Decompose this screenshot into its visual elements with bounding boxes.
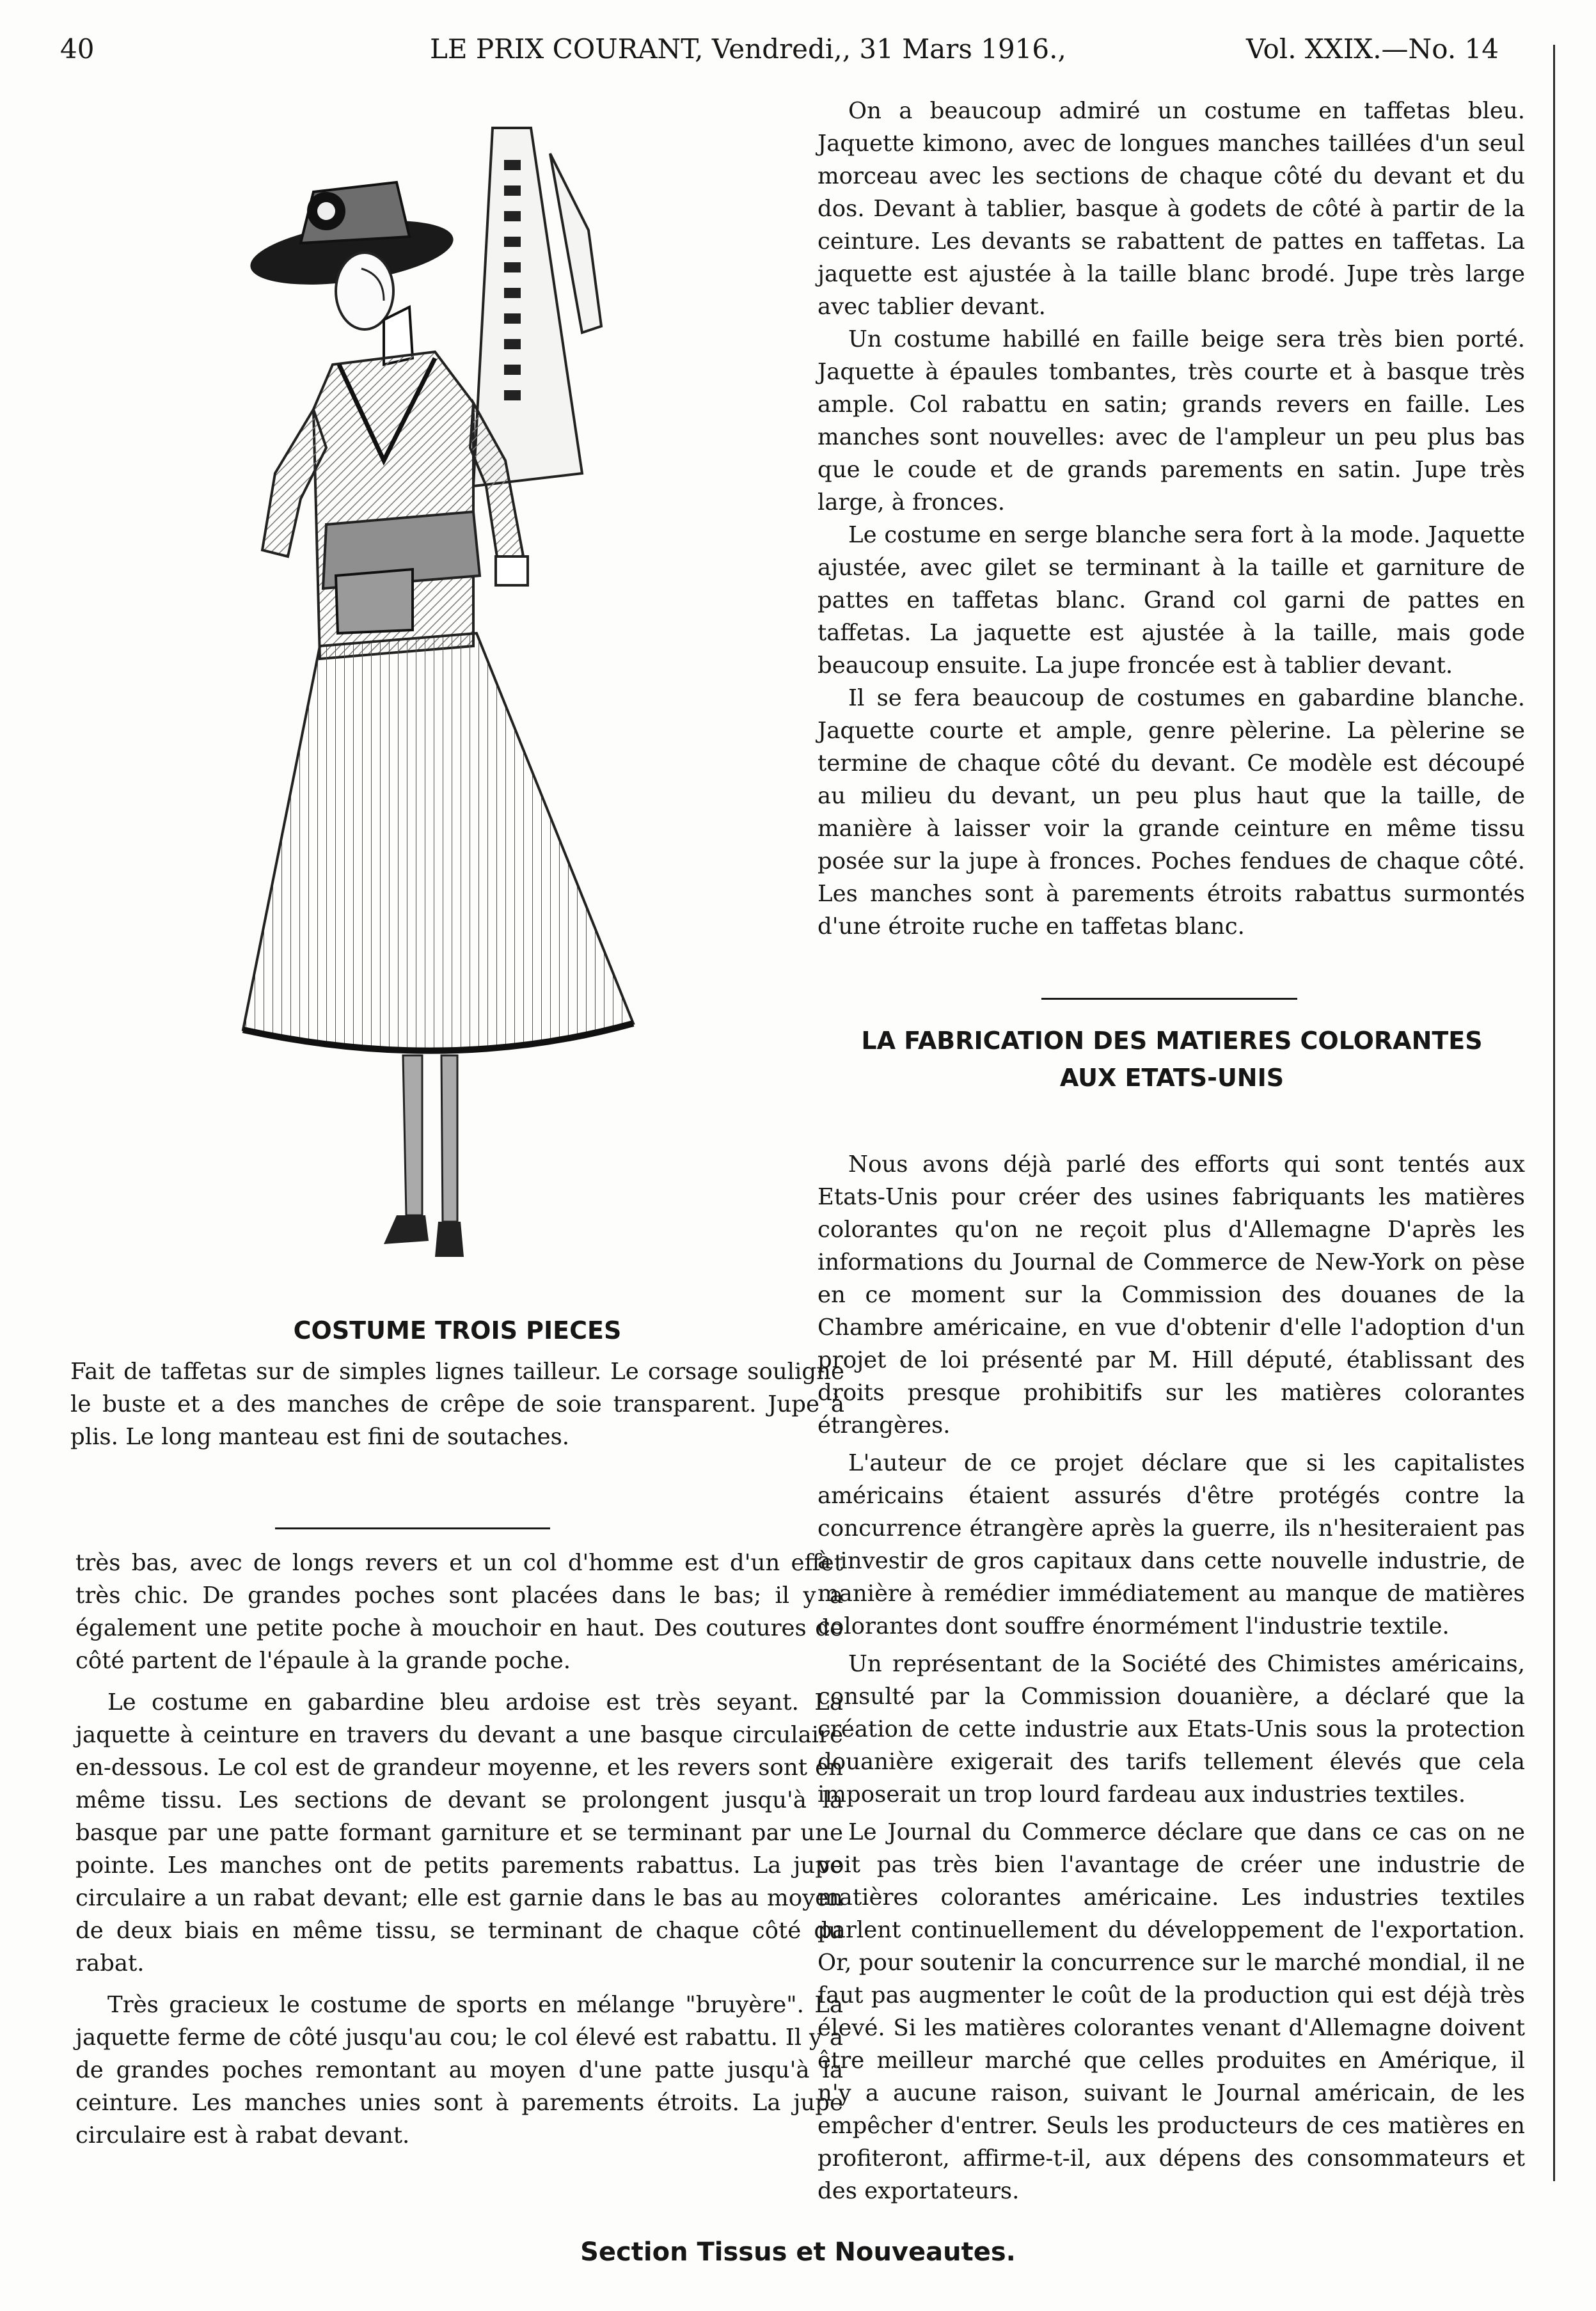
caption-divider: [275, 1527, 550, 1529]
caption-title: COSTUME TROIS PIECES: [293, 1316, 622, 1345]
page-edge-rule: [1553, 45, 1555, 2181]
figure-drawing: [243, 253, 633, 1257]
right-paragraph-3: Le costume en serge blanche sera fort à la mode. Jaquette ajustée, avec gilet se terminant à la taille et garniture de pattes en taffetas blanc. Grand col garni de pattes en taffetas. La jaquette est ajustée à la taille, mais gode beaucoup ensuite. La jupe froncée est à tablier devant.: [818, 522, 1525, 679]
article-paragraph-4: Le Journal du Commerce déclare que dans ce cas on ne voit pas très bien l'avantage de créer une industrie de matières colorantes américaine. Les industries textiles parlent continuellement du développement de l'exportation. Or, pour soutenir la concurrence sur le marché mondial, il ne faut pas augmenter le coût de la production qui est déjà très élevé. Si les matières colorantes venant d'Allemagne doivent être meilleur marché que celles produites en Amérique, il n'y a aucune raison, suivant le Journal américain, de les empêcher d'entrer. Seuls les producteurs de ces matières en profiteront, affirme-t-il, aux dépens des consommateurs et des exportateurs.: [818, 1819, 1525, 2204]
article-paragraph-1: Nous avons déjà parlé des efforts qui sont tentés aux Etats-Unis pour créer des usines fabriquants les matières colorantes qu'on ne reçoit plus d'Allemagne D'après les informations du Journal de Commerce de New-York on pèse en ce moment sur la Commission des douanes de la Chambre américaine, en vue d'obtenir d'elle l'adoption d'un projet de loi présenté par M. Hill député, établissant des droits presque prohibitifs sur les matières colorantes étrangères.: [818, 1151, 1525, 1439]
fashion-illustration: [192, 115, 704, 1292]
right-paragraph-1: On a beaucoup admiré un costume en taffetas bleu. Jaquette kimono, avec de longues manches taillées d'un seul morceau avec les sections de chaque côté du devant et du dos. Devant à tablier, basque à godets de côté à partir de la ceinture. Les devants se rabattent de pattes en taffetas. La jaquette est ajustée à la taille blanc brodé. Jupe très large avec tablier devant.: [818, 98, 1525, 320]
left-paragraph-3: Très gracieux le costume de sports en mélange "bruyère". La jaquette ferme de côté jusqu'au cou; le col élevé est rabattu. Il y a de grandes poches remontant au moyen d'une patte jusqu'à la ceinture. Les manches unies sont à parements étroits. La jupe circulaire est à rabat devant.: [75, 1992, 843, 2149]
page-number: 40: [60, 33, 95, 65]
volume-number: Vol. XXIX.—No. 14: [1246, 33, 1499, 65]
article-paragraph-2: L'auteur de ce projet déclare que si les capitalistes américains étaient assurés d'être protégés contre la concurrence étrangère après la guerre, ils n'hesiteraient pas à investir de gros capitaux dans cette nouvelle industrie, de manière à remédier immédiatement au manque de matières colorantes dont souffre énormément l'industrie textile.: [818, 1450, 1525, 1639]
left-column-caption: [70, 1314, 844, 1453]
article-body: [818, 1148, 1525, 2207]
long-coat-drawing: [473, 128, 601, 486]
footer-section-name: Section Tissus et Nouveautes.: [580, 2237, 1016, 2267]
caption-text: Fait de taffetas sur de simples lignes tailleur. Le corsage souligne le buste et a des manches de crêpe de soie transparent. Jupe à plis. Le long manteau est fini de soutaches.: [70, 1359, 844, 1450]
running-title: LE PRIX COURANT, Vendredi,, 31 Mars 1916.,: [430, 33, 1066, 65]
right-column-fashion: [818, 95, 1525, 943]
article-title: [812, 1022, 1531, 1096]
article-title-line-1: LA FABRICATION DES MATIERES COLORANTES: [861, 1027, 1483, 1055]
article-paragraph-3: Un représentant de la Société des Chimistes américains, consulté par la Commission douanière, a déclaré que la création de cette industrie aux Etats-Unis sous la protection douanière exigerait des tarifs tellement élevés que cela imposerait un trop lourd fardeau aux industries textiles.: [818, 1651, 1525, 1808]
article-divider: [1041, 998, 1297, 1000]
right-paragraph-2: Un costume habillé en faille beige sera très bien porté. Jaquette à épaules tombantes, très courte et à basque très ample. Col rabattu en satin; grands revers en faille. Les manches sont nouvelles: avec de l'ampleur un peu plus bas que le coude et de grands parements en satin. Jupe très large, à fronces.: [818, 326, 1525, 516]
left-paragraph-1: très bas, avec de longs revers et un col d'homme est d'un effet très chic. De grandes poches sont placées dans le bas; il y a également une petite poche à mouchoir en haut. Des coutures de côté partent de l'épaule à la grande poche.: [75, 1550, 843, 1674]
left-column-body: [75, 1547, 843, 2152]
right-paragraph-4: Il se fera beaucoup de costumes en gabardine blanche. Jaquette courte et ample, genre pèlerine. La pèlerine se termine de chaque côté du devant. Ce modèle est découpé au milieu du devant, un peu plus haut que la taille, de manière à laisser voir la grande ceinture en même tissu posée sur la jupe à fronces. Poches fendues de chaque côté. Les manches sont à parements étroits rabattus surmontés d'une étroite ruche en taffetas blanc.: [818, 685, 1525, 940]
left-paragraph-2: Le costume en gabardine bleu ardoise est très seyant. La jaquette à ceinture en travers du devant a une basque circulaire en-dessous. Le col est de grandeur moyenne, et les revers sont en même tissu. Les sections de devant se prolongent jusqu'à la basque par une patte formant garniture et se terminant par une pointe. Les manches ont de petits parements rabattus. La jupe circulaire a un rabat devant; elle est garnie dans le bas au moyen de deux biais en même tissu, se terminant de chaque côté du rabat.: [75, 1689, 843, 1976]
article-title-line-2: AUX ETATS-UNIS: [1059, 1064, 1284, 1092]
